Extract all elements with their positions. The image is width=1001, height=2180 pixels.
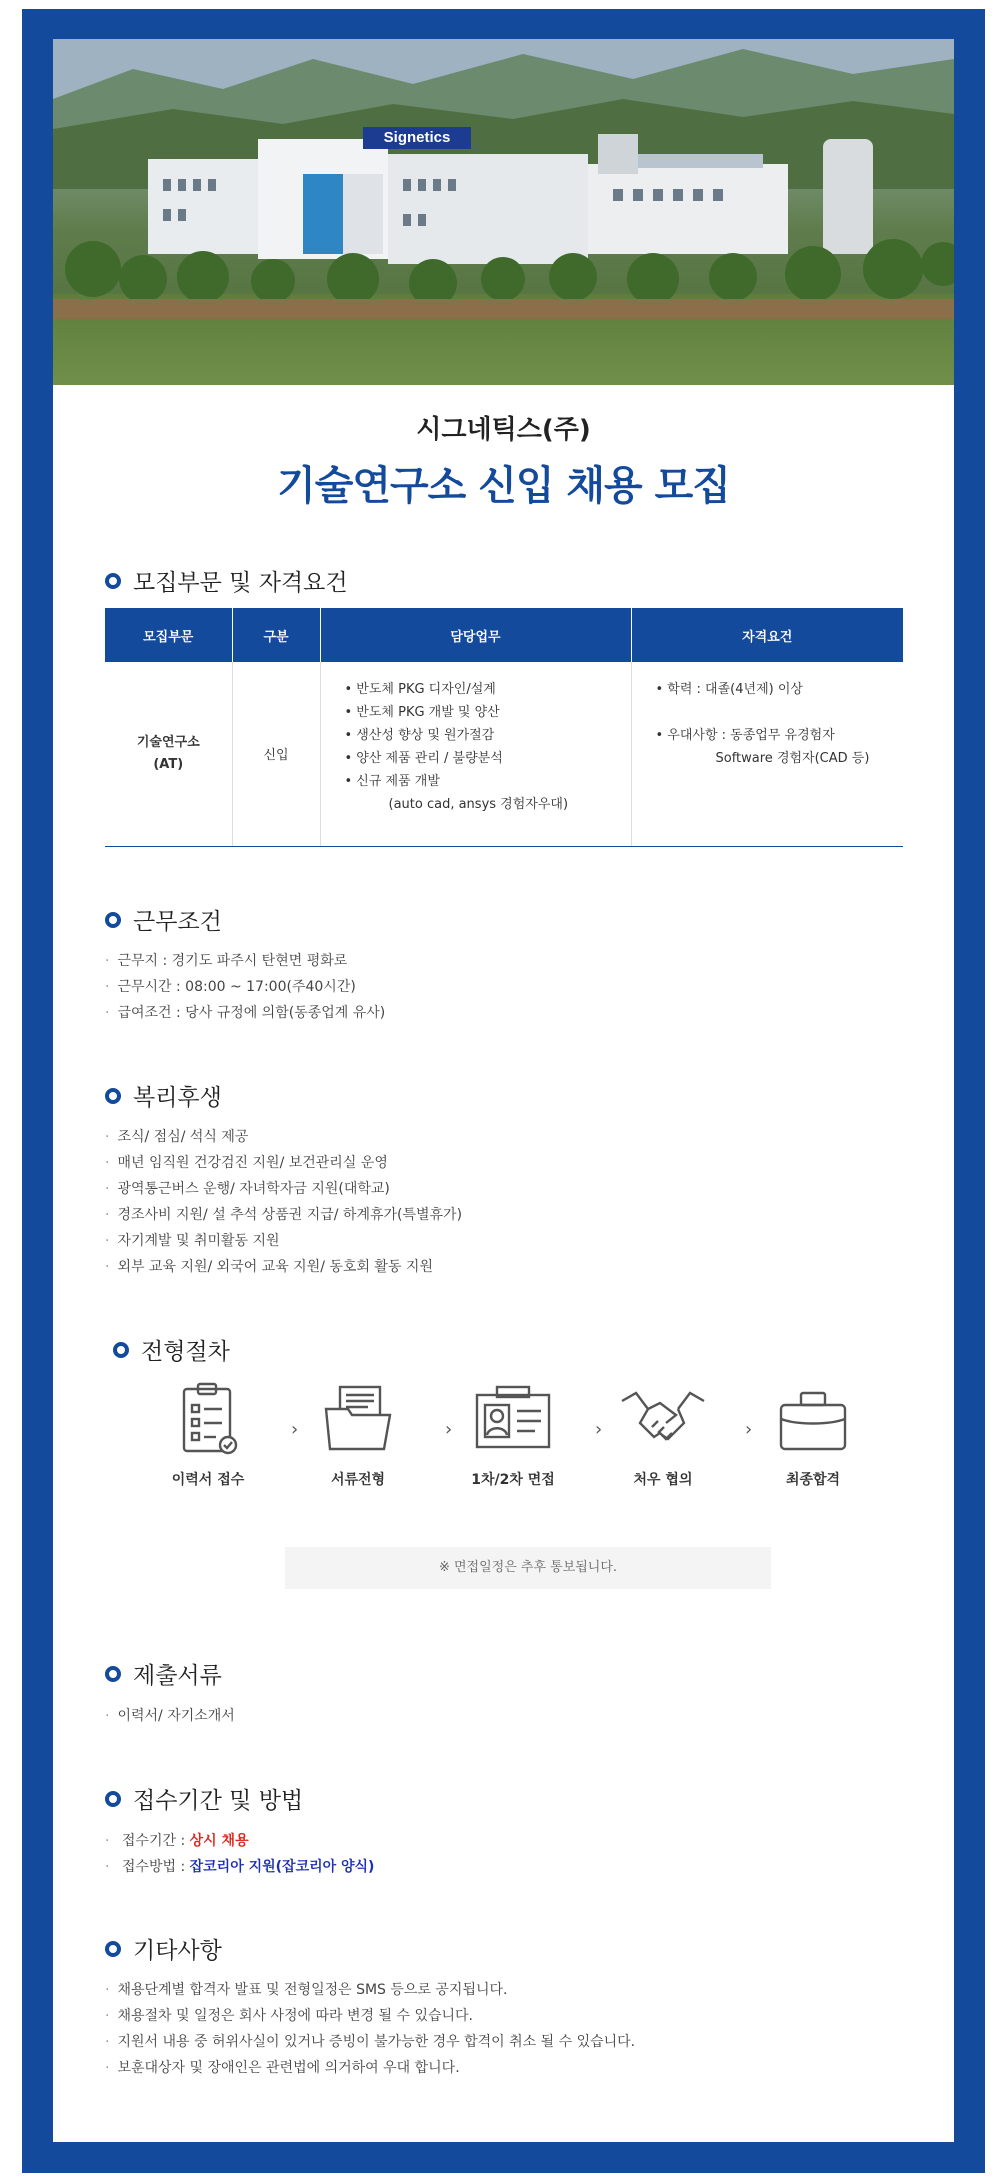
process-steps [153,1379,893,1499]
duty-item: • 생산성 향상 및 원가절감 [344,728,495,743]
page-frame [22,9,985,2173]
list-item: · 조식/ 점심/ 석식 제공 [105,1124,462,1150]
list-item: · 접수기간 : 상시 채용 [105,1828,374,1854]
section-title-process: 전형절차 [113,1333,230,1366]
qualification-item: Software 경험자(CAD 등) [715,751,870,766]
bullet-ring-icon [105,1088,121,1104]
chevron-right-icon: › [745,1419,753,1440]
duty-item: (auto cad, ansys 경험자우대) [388,797,569,812]
list-item: · 근무지 : 경기도 파주시 탄현면 평화로 [105,948,385,974]
handshake-icon [618,1379,708,1459]
chevron-right-icon: › [445,1419,453,1440]
duty-item: • 반도체 PKG 디자인/설계 [344,682,496,697]
column-header: 구분 [232,608,320,662]
section-title-work: 근무조건 [105,903,222,936]
documents-list [105,1703,235,1729]
page-title: 기술연구소 신입 채용 모집 [277,463,730,509]
type-cell: 신입 [232,662,320,846]
list-item: · 채용절차 및 일정은 회사 사정에 따라 변경 될 수 있습니다. [105,2003,635,2029]
list-item: · 경조사비 지원/ 설 추석 상품권 지급/ 하계휴가(특별휴가) [105,1202,462,1228]
briefcase-icon [773,1379,853,1459]
company-name: 시그네틱스(주) [416,415,591,445]
section-title-apply: 접수기간 및 방법 [105,1782,303,1815]
step-label: 서류전형 [330,1472,386,1488]
bullet-ring-icon [105,573,121,589]
list-item: · 채용단계별 합격자 발표 및 전형일정은 SMS 등으로 공지됩니다. [105,1977,635,2003]
bullet-ring-icon [105,1791,121,1807]
duty-cell [320,662,631,846]
list-item: · 자기계발 및 취미활동 지원 [105,1228,462,1254]
step-label: 최종합격 [785,1472,841,1488]
bullet-ring-icon [105,912,121,928]
method-value: 잡코리아 지원(잡코리아 양식) [189,1859,375,1875]
process-step [608,1379,718,1489]
building-sign: Signetics [363,127,471,149]
apply-list [105,1828,374,1880]
clipboard-checklist-icon [168,1379,248,1459]
list-item: · 근무시간 : 08:00 ~ 17:00(주40시간) [105,974,385,1000]
bullet-ring-icon [105,1666,121,1682]
list-item: · 보훈대상자 및 장애인은 관련법에 의거하여 우대 합니다. [105,2055,635,2081]
list-item: · 광역통근버스 운행/ 자녀학자금 지원(대학교) [105,1176,462,1202]
column-header: 모집부문 [105,608,232,662]
id-card-icon [471,1379,555,1459]
page-content [53,39,954,2142]
qualification-item: • 학력 : 대졸(4년제) 이상 [655,682,803,697]
list-item: · 접수방법 : 잡코리아 지원(잡코리아 양식) [105,1854,374,1880]
factory-building-illustration [53,119,954,319]
table-row [105,662,903,846]
list-item: · 이력서/ 자기소개서 [105,1703,235,1729]
process-step [758,1379,868,1489]
hero-factory-photo [53,39,954,385]
welfare-list [105,1124,462,1280]
step-label: 처우 협의 [633,1472,693,1488]
section-title-welfare: 복리후생 [105,1079,222,1112]
period-value: 상시 채용 [189,1833,249,1849]
folder-documents-icon [318,1379,398,1459]
duty-item: • 반도체 PKG 개발 및 양산 [344,705,500,720]
qualification-item: • 우대사항 : 동종업무 유경험자 [655,728,835,743]
dept-cell: 기술연구소 (AT) [105,662,232,846]
list-item: · 급여조건 : 당사 규정에 의함(동종업계 유사) [105,1000,385,1026]
list-item: · 외부 교육 지원/ 외국어 교육 지원/ 동호회 활동 지원 [105,1254,462,1280]
duty-item: • 신규 제품 개발 [344,774,440,789]
list-item: · 매년 임직원 건강검진 지원/ 보건관리실 운영 [105,1150,462,1176]
step-label: 1차/2차 면접 [471,1472,555,1488]
list-item: · 지원서 내용 중 허위사실이 있거나 증빙이 불가능한 경우 합격이 취소 될 수 있습니다. [105,2029,635,2055]
bullet-ring-icon [105,1941,121,1957]
process-step [153,1379,263,1489]
chevron-right-icon: › [595,1419,603,1440]
qualification-cell [631,662,903,846]
duty-item: • 양산 제품 관리 / 불량분석 [344,751,503,766]
chevron-right-icon: › [291,1419,299,1440]
process-step [458,1379,568,1489]
section-title-documents: 제출서류 [105,1657,222,1690]
column-header: 자격요건 [631,608,903,662]
process-step [303,1379,413,1489]
section-title-etc: 기타사항 [105,1932,222,1965]
recruit-table [105,608,903,847]
interview-notice: ※ 면접일정은 추후 통보됩니다. [285,1547,771,1589]
title-block [53,409,954,511]
column-header: 담당업무 [320,608,631,662]
etc-list [105,1977,635,2081]
bullet-ring-icon [113,1342,129,1358]
section-title-recruit: 모집부문 및 자격요건 [105,564,348,597]
work-list [105,948,385,1026]
table-header-row [105,608,903,662]
step-label: 이력서 접수 [171,1472,245,1488]
